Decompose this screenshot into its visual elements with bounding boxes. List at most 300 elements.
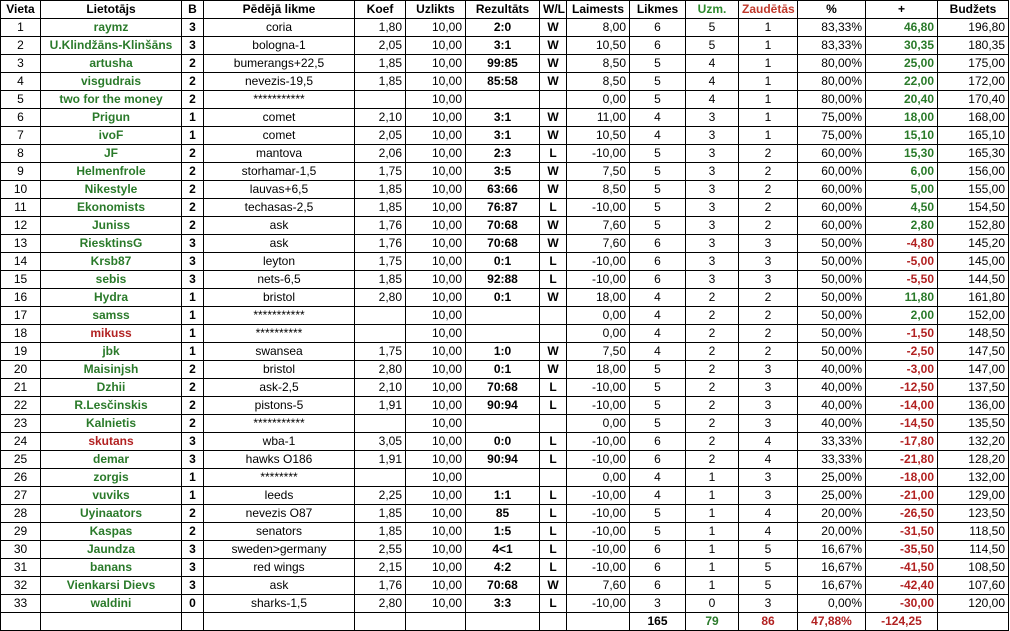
cell-user: waldini [41,595,182,613]
cell-vieta: 8 [1,145,41,163]
cell-percent: 16,67% [798,577,866,595]
cell-b: 1 [182,289,204,307]
cell-vieta: 27 [1,487,41,505]
cell-percent: 60,00% [798,163,866,181]
cell-user: demar [41,451,182,469]
cell-user: Uyinaators [41,505,182,523]
cell-plus: 5,00 [866,181,938,199]
cell-vieta: 28 [1,505,41,523]
cell-likmes: 5 [630,379,686,397]
cell-rezultats: 1:1 [466,487,540,505]
cell-laimests: 11,00 [567,109,630,127]
cell-user: samss [41,307,182,325]
table-row [1,235,1009,253]
total-likmes: 165 [630,613,686,631]
cell-b: 1 [182,343,204,361]
cell-wl: L [540,541,567,559]
cell-b: 3 [182,19,204,37]
cell-last-bet: hawks O186 [204,451,355,469]
cell-zaudetas: 4 [739,433,798,451]
cell-percent: 83,33% [798,37,866,55]
cell-zaudetas: 4 [739,451,798,469]
cell-last-bet: sharks-1,5 [204,595,355,613]
cell-uzlikts: 10,00 [406,379,466,397]
cell-vieta: 17 [1,307,41,325]
cell-vieta: 18 [1,325,41,343]
cell-rezultats: 1:5 [466,523,540,541]
cell-uzlikts: 10,00 [406,343,466,361]
cell-wl: W [540,19,567,37]
cell-laimests: -10,00 [567,433,630,451]
table-row [1,361,1009,379]
cell-uzlikts: 10,00 [406,127,466,145]
cell-laimests: 7,60 [567,217,630,235]
cell-percent: 50,00% [798,289,866,307]
cell-percent: 20,00% [798,523,866,541]
cell-uzm: 1 [686,541,739,559]
cell-koef [355,91,406,109]
cell-b: 2 [182,523,204,541]
cell-percent: 75,00% [798,109,866,127]
cell-rezultats: 2:0 [466,19,540,37]
cell-likmes: 3 [630,595,686,613]
cell-user: visgudrais [41,73,182,91]
cell-b: 3 [182,253,204,271]
table-row [1,91,1009,109]
cell-laimests: 8,50 [567,73,630,91]
cell-zaudetas: 1 [739,127,798,145]
cell-laimests: -10,00 [567,505,630,523]
cell-zaudetas: 2 [739,163,798,181]
cell-rezultats: 85:58 [466,73,540,91]
total-uzm: 79 [686,613,739,631]
cell-percent: 83,33% [798,19,866,37]
cell-last-bet: lauvas+6,5 [204,181,355,199]
table-row [1,163,1009,181]
cell-koef: 2,05 [355,37,406,55]
cell-plus: 20,40 [866,91,938,109]
cell-budzets: 128,20 [938,451,1009,469]
cell-user: jbk [41,343,182,361]
cell-b: 3 [182,37,204,55]
cell-koef: 3,05 [355,433,406,451]
cell-plus: -5,00 [866,253,938,271]
cell-laimests: -10,00 [567,559,630,577]
cell-last-bet: *********** [204,415,355,433]
cell-uzlikts: 10,00 [406,37,466,55]
cell-b: 1 [182,325,204,343]
cell-b: 3 [182,451,204,469]
cell-budzets: 108,50 [938,559,1009,577]
cell-budzets: 118,50 [938,523,1009,541]
cell-rezultats: 3:3 [466,595,540,613]
cell-uzm: 4 [686,73,739,91]
cell-koef: 1,75 [355,253,406,271]
cell-vieta: 23 [1,415,41,433]
cell-rezultats: 70:68 [466,217,540,235]
cell-b: 2 [182,397,204,415]
header-wl: W/L [540,1,567,19]
header-b: B [182,1,204,19]
cell-budzets: 156,00 [938,163,1009,181]
cell-uzlikts: 10,00 [406,163,466,181]
cell-wl: W [540,37,567,55]
totals-empty-cell [466,613,540,631]
cell-likmes: 4 [630,109,686,127]
cell-wl: L [540,451,567,469]
cell-last-bet: mantova [204,145,355,163]
cell-uzlikts: 10,00 [406,109,466,127]
cell-budzets: 175,00 [938,55,1009,73]
cell-zaudetas: 1 [739,91,798,109]
cell-user: Nikestyle [41,181,182,199]
cell-user: Maisinjsh [41,361,182,379]
cell-plus: -30,00 [866,595,938,613]
cell-user: R.Lesčinskis [41,397,182,415]
cell-user: artusha [41,55,182,73]
cell-uzm: 5 [686,37,739,55]
table-row [1,577,1009,595]
totals-empty-cell [355,613,406,631]
cell-likmes: 4 [630,469,686,487]
cell-koef: 2,80 [355,595,406,613]
cell-plus: 6,00 [866,163,938,181]
cell-zaudetas: 2 [739,199,798,217]
cell-percent: 33,33% [798,433,866,451]
cell-vieta: 14 [1,253,41,271]
cell-likmes: 5 [630,523,686,541]
cell-rezultats [466,307,540,325]
cell-uzlikts: 10,00 [406,289,466,307]
cell-uzlikts: 10,00 [406,595,466,613]
cell-plus: 15,30 [866,145,938,163]
cell-percent: 50,00% [798,325,866,343]
cell-wl: W [540,235,567,253]
table-row [1,379,1009,397]
cell-laimests: 7,50 [567,343,630,361]
cell-plus: 25,00 [866,55,938,73]
cell-uzm: 3 [686,145,739,163]
cell-b: 2 [182,55,204,73]
cell-zaudetas: 3 [739,487,798,505]
cell-plus: -41,50 [866,559,938,577]
cell-b: 3 [182,559,204,577]
cell-rezultats: 70:68 [466,577,540,595]
cell-wl: W [540,163,567,181]
table-row [1,109,1009,127]
cell-koef: 2,15 [355,559,406,577]
cell-uzlikts: 10,00 [406,433,466,451]
cell-uzlikts: 10,00 [406,271,466,289]
cell-zaudetas: 1 [739,73,798,91]
cell-budzets: 147,50 [938,343,1009,361]
cell-koef: 2,25 [355,487,406,505]
cell-rezultats: 2:3 [466,145,540,163]
table-row [1,289,1009,307]
cell-b: 3 [182,235,204,253]
cell-last-bet: ask [204,577,355,595]
cell-koef: 1,85 [355,55,406,73]
cell-wl: W [540,343,567,361]
cell-vieta: 15 [1,271,41,289]
cell-plus: -21,80 [866,451,938,469]
cell-budzets: 172,00 [938,73,1009,91]
cell-plus: -3,00 [866,361,938,379]
cell-b: 2 [182,379,204,397]
cell-last-bet: bristol [204,361,355,379]
cell-budzets: 180,35 [938,37,1009,55]
cell-vieta: 33 [1,595,41,613]
cell-likmes: 5 [630,217,686,235]
cell-koef: 1,85 [355,73,406,91]
totals-empty-cell [204,613,355,631]
totals-empty-cell [938,613,1009,631]
cell-wl [540,91,567,109]
cell-plus: 18,00 [866,109,938,127]
cell-zaudetas: 3 [739,253,798,271]
cell-last-bet: ********** [204,325,355,343]
cell-wl: W [540,217,567,235]
cell-percent: 75,00% [798,127,866,145]
cell-likmes: 5 [630,181,686,199]
cell-laimests: 0,00 [567,469,630,487]
cell-uzm: 2 [686,307,739,325]
cell-budzets: 165,30 [938,145,1009,163]
cell-uzm: 0 [686,595,739,613]
cell-wl: W [540,577,567,595]
cell-uzm: 3 [686,253,739,271]
cell-budzets: 161,80 [938,289,1009,307]
cell-uzlikts: 10,00 [406,307,466,325]
cell-laimests: -10,00 [567,199,630,217]
cell-likmes: 6 [630,235,686,253]
table-row [1,181,1009,199]
cell-budzets: 145,00 [938,253,1009,271]
cell-uzm: 2 [686,451,739,469]
header-lietotajs: Lietotājs [41,1,182,19]
table-row [1,595,1009,613]
cell-plus: 15,10 [866,127,938,145]
cell-uzm: 3 [686,217,739,235]
cell-vieta: 31 [1,559,41,577]
cell-rezultats: 0:1 [466,289,540,307]
cell-percent: 80,00% [798,73,866,91]
cell-laimests: -10,00 [567,271,630,289]
cell-b: 1 [182,307,204,325]
cell-wl: W [540,181,567,199]
header-rezultats: Rezultāts [466,1,540,19]
cell-budzets: 148,50 [938,325,1009,343]
cell-plus: 30,35 [866,37,938,55]
total-percent: 47,88% [798,613,866,631]
cell-koef: 1,75 [355,343,406,361]
cell-laimests: 8,00 [567,19,630,37]
cell-b: 3 [182,577,204,595]
cell-likmes: 5 [630,505,686,523]
cell-uzm: 2 [686,379,739,397]
cell-uzm: 1 [686,523,739,541]
cell-laimests: -10,00 [567,451,630,469]
cell-laimests: 8,50 [567,181,630,199]
totals-empty-cell [406,613,466,631]
cell-rezultats: 76:87 [466,199,540,217]
cell-wl: L [540,487,567,505]
cell-laimests: -10,00 [567,253,630,271]
cell-vieta: 30 [1,541,41,559]
table-row [1,451,1009,469]
cell-koef: 2,06 [355,145,406,163]
cell-uzm: 1 [686,577,739,595]
cell-laimests: 7,60 [567,235,630,253]
cell-koef: 2,10 [355,379,406,397]
cell-laimests: -10,00 [567,487,630,505]
cell-laimests: 0,00 [567,307,630,325]
table-row [1,415,1009,433]
cell-koef: 1,80 [355,19,406,37]
cell-plus: -14,50 [866,415,938,433]
header-percent: % [798,1,866,19]
cell-likmes: 4 [630,487,686,505]
cell-uzlikts: 10,00 [406,55,466,73]
cell-user: Helmenfrole [41,163,182,181]
cell-percent: 50,00% [798,307,866,325]
cell-plus: -42,40 [866,577,938,595]
cell-rezultats: 4<1 [466,541,540,559]
cell-koef: 2,05 [355,127,406,145]
cell-user: RiesktinsG [41,235,182,253]
cell-laimests: 10,50 [567,37,630,55]
cell-last-bet: wba-1 [204,433,355,451]
total-zaudetas: 86 [739,613,798,631]
cell-user: vuviks [41,487,182,505]
cell-percent: 60,00% [798,181,866,199]
cell-uzm: 2 [686,361,739,379]
cell-koef: 2,10 [355,109,406,127]
cell-vieta: 9 [1,163,41,181]
cell-last-bet: swansea [204,343,355,361]
cell-likmes: 6 [630,541,686,559]
cell-uzm: 4 [686,91,739,109]
cell-laimests: -10,00 [567,523,630,541]
table-row [1,559,1009,577]
cell-vieta: 13 [1,235,41,253]
cell-wl: W [540,109,567,127]
cell-b: 2 [182,181,204,199]
cell-last-bet: sweden>germany [204,541,355,559]
cell-percent: 40,00% [798,361,866,379]
cell-uzm: 3 [686,181,739,199]
cell-last-bet: *********** [204,307,355,325]
cell-koef: 2,80 [355,289,406,307]
cell-uzm: 3 [686,163,739,181]
cell-vieta: 1 [1,19,41,37]
cell-last-bet: leeds [204,487,355,505]
cell-percent: 50,00% [798,253,866,271]
cell-user: U.Klindžāns-Klinšāns [41,37,182,55]
cell-budzets: 107,60 [938,577,1009,595]
cell-zaudetas: 1 [739,55,798,73]
cell-plus: 2,00 [866,307,938,325]
cell-budzets: 152,80 [938,217,1009,235]
cell-vieta: 26 [1,469,41,487]
totals-empty-cell [41,613,182,631]
cell-likmes: 5 [630,55,686,73]
cell-wl: L [540,145,567,163]
table-row [1,433,1009,451]
cell-b: 3 [182,433,204,451]
cell-zaudetas: 1 [739,37,798,55]
cell-uzlikts: 10,00 [406,181,466,199]
cell-percent: 25,00% [798,469,866,487]
total-plus: -124,25 [866,613,938,631]
cell-zaudetas: 2 [739,217,798,235]
cell-laimests: 18,00 [567,361,630,379]
cell-rezultats: 3:1 [466,109,540,127]
cell-last-bet: techasas-2,5 [204,199,355,217]
cell-user: Vienkarsi Dievs [41,577,182,595]
cell-laimests: -10,00 [567,541,630,559]
header-pedeja-likme: Pēdējā likme [204,1,355,19]
cell-plus: -4,80 [866,235,938,253]
cell-last-bet: pistons-5 [204,397,355,415]
cell-rezultats [466,325,540,343]
cell-wl: L [540,595,567,613]
cell-last-bet: nevezis-19,5 [204,73,355,91]
cell-plus: -18,00 [866,469,938,487]
cell-vieta: 25 [1,451,41,469]
table-row [1,55,1009,73]
table-row [1,343,1009,361]
cell-user: two for the money [41,91,182,109]
cell-zaudetas: 3 [739,379,798,397]
cell-koef: 1,76 [355,577,406,595]
cell-last-bet: red wings [204,559,355,577]
cell-uzlikts: 10,00 [406,91,466,109]
cell-likmes: 6 [630,559,686,577]
table-row [1,127,1009,145]
cell-laimests: 0,00 [567,325,630,343]
cell-b: 2 [182,505,204,523]
cell-laimests: 7,50 [567,163,630,181]
cell-plus: -5,50 [866,271,938,289]
cell-koef: 1,85 [355,271,406,289]
cell-rezultats: 63:66 [466,181,540,199]
header-koef: Koef [355,1,406,19]
cell-rezultats: 3:5 [466,163,540,181]
cell-budzets: 114,50 [938,541,1009,559]
table-row [1,469,1009,487]
cell-likmes: 4 [630,343,686,361]
cell-likmes: 5 [630,91,686,109]
cell-zaudetas: 1 [739,19,798,37]
cell-rezultats: 1:0 [466,343,540,361]
cell-rezultats: 70:68 [466,235,540,253]
cell-wl: L [540,271,567,289]
cell-user: banans [41,559,182,577]
table-row [1,397,1009,415]
table-row [1,145,1009,163]
cell-plus: 11,80 [866,289,938,307]
cell-zaudetas: 2 [739,181,798,199]
cell-likmes: 6 [630,433,686,451]
cell-last-bet: *********** [204,91,355,109]
cell-plus: 22,00 [866,73,938,91]
cell-rezultats [466,415,540,433]
cell-koef [355,325,406,343]
cell-uzlikts: 10,00 [406,541,466,559]
cell-laimests: 8,50 [567,55,630,73]
cell-last-bet: coria [204,19,355,37]
